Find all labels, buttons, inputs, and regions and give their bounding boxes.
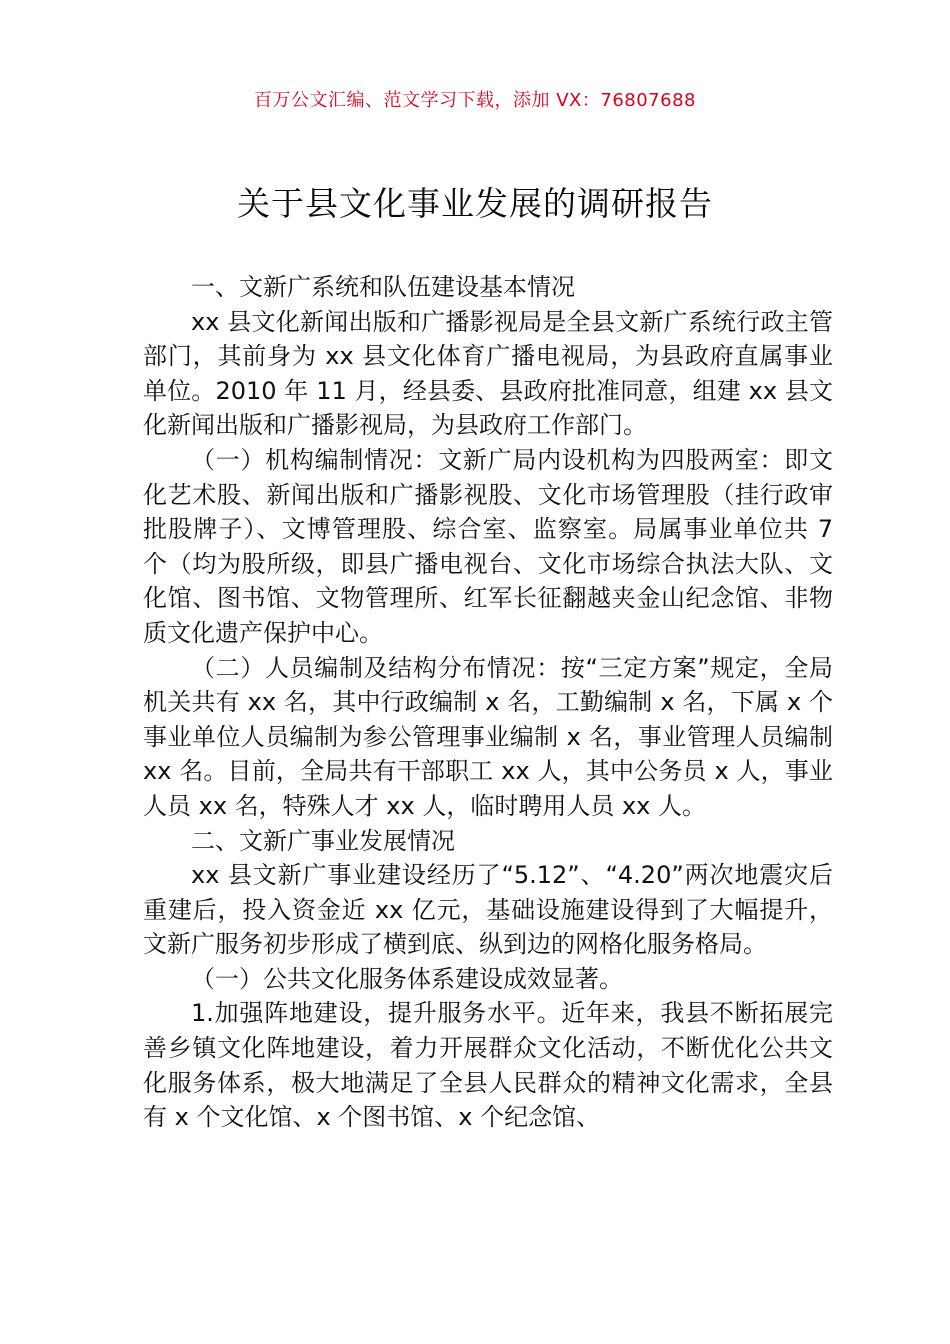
watermark-banner: 百万公文汇编、范文学习下载，添加 VX：76807688 <box>254 90 696 111</box>
body-paragraph: 1.加强阵地建设，提升服务水平。近年来，我县不断拓展完善乡镇文化阵地建设，着力开展群众文化活动，不断优化公共文化服务体系，极大地满足了全县人民群众的精神文化需求，全县有 x 个文化馆、x 个图书馆、x 个纪念馆、 <box>143 999 833 1132</box>
section-heading: 一、文新广系统和队伍建设基本情况 <box>191 273 575 301</box>
document-body <box>143 270 833 1135</box>
body-paragraph: xx 县文新广事业建设经历了“5.12”、“4.20”两次地震灾后重建后，投入资金近 xx 亿元，基础设施建设得到了大幅提升，文新广服务初步形成了横到底、纵到边的网格化服务格局。 <box>143 861 833 959</box>
body-paragraph: （二）人员编制及结构分布情况：按“三定方案”规定，全局机关共有 xx 名，其中行政编制 x 名，工勤编制 x 名，下属 x 个事业单位人员编制为参公管理事业编制 x 名，事业管理人员编制 xx 名。目前，全局共有干部职工 xx 人，其中公务员 x 人，事业人员 xx 名，特殊人才 xx 人，临时聘用人员 xx 人。 <box>143 653 833 820</box>
body-paragraph: xx 县文化新闻出版和广播影视局是全县文新广系统行政主管部门，其前身为 xx 县文化体育广播电视局，为县政府直属事业单位。2010 年 11 月，经县委、县政府批准同意，组建 xx 县文化新闻出版和广播影视局，为县政府工作部门。 <box>143 307 833 440</box>
subsection-heading: （一）公共文化服务体系建设成效显著。 <box>191 964 623 993</box>
section-heading: 二、文新广事业发展情况 <box>191 826 455 855</box>
document-title: 关于县文化事业发展的调研报告 <box>237 184 713 223</box>
body-paragraph: （一）机构编制情况：文新广局内设机构为四股两室：即文化艺术股、新闻出版和广播影视股、文化市场管理股（挂行政审批股牌子）、文博管理股、综合室、监察室。局属事业单位共 7 个（均为股所级，即县广播电视台、文化市场综合执法大队、文化馆、图书馆、文物管理所、红军长征翻越夹金山纪念馆、非物质文化遗产保护中心。 <box>143 445 833 647</box>
